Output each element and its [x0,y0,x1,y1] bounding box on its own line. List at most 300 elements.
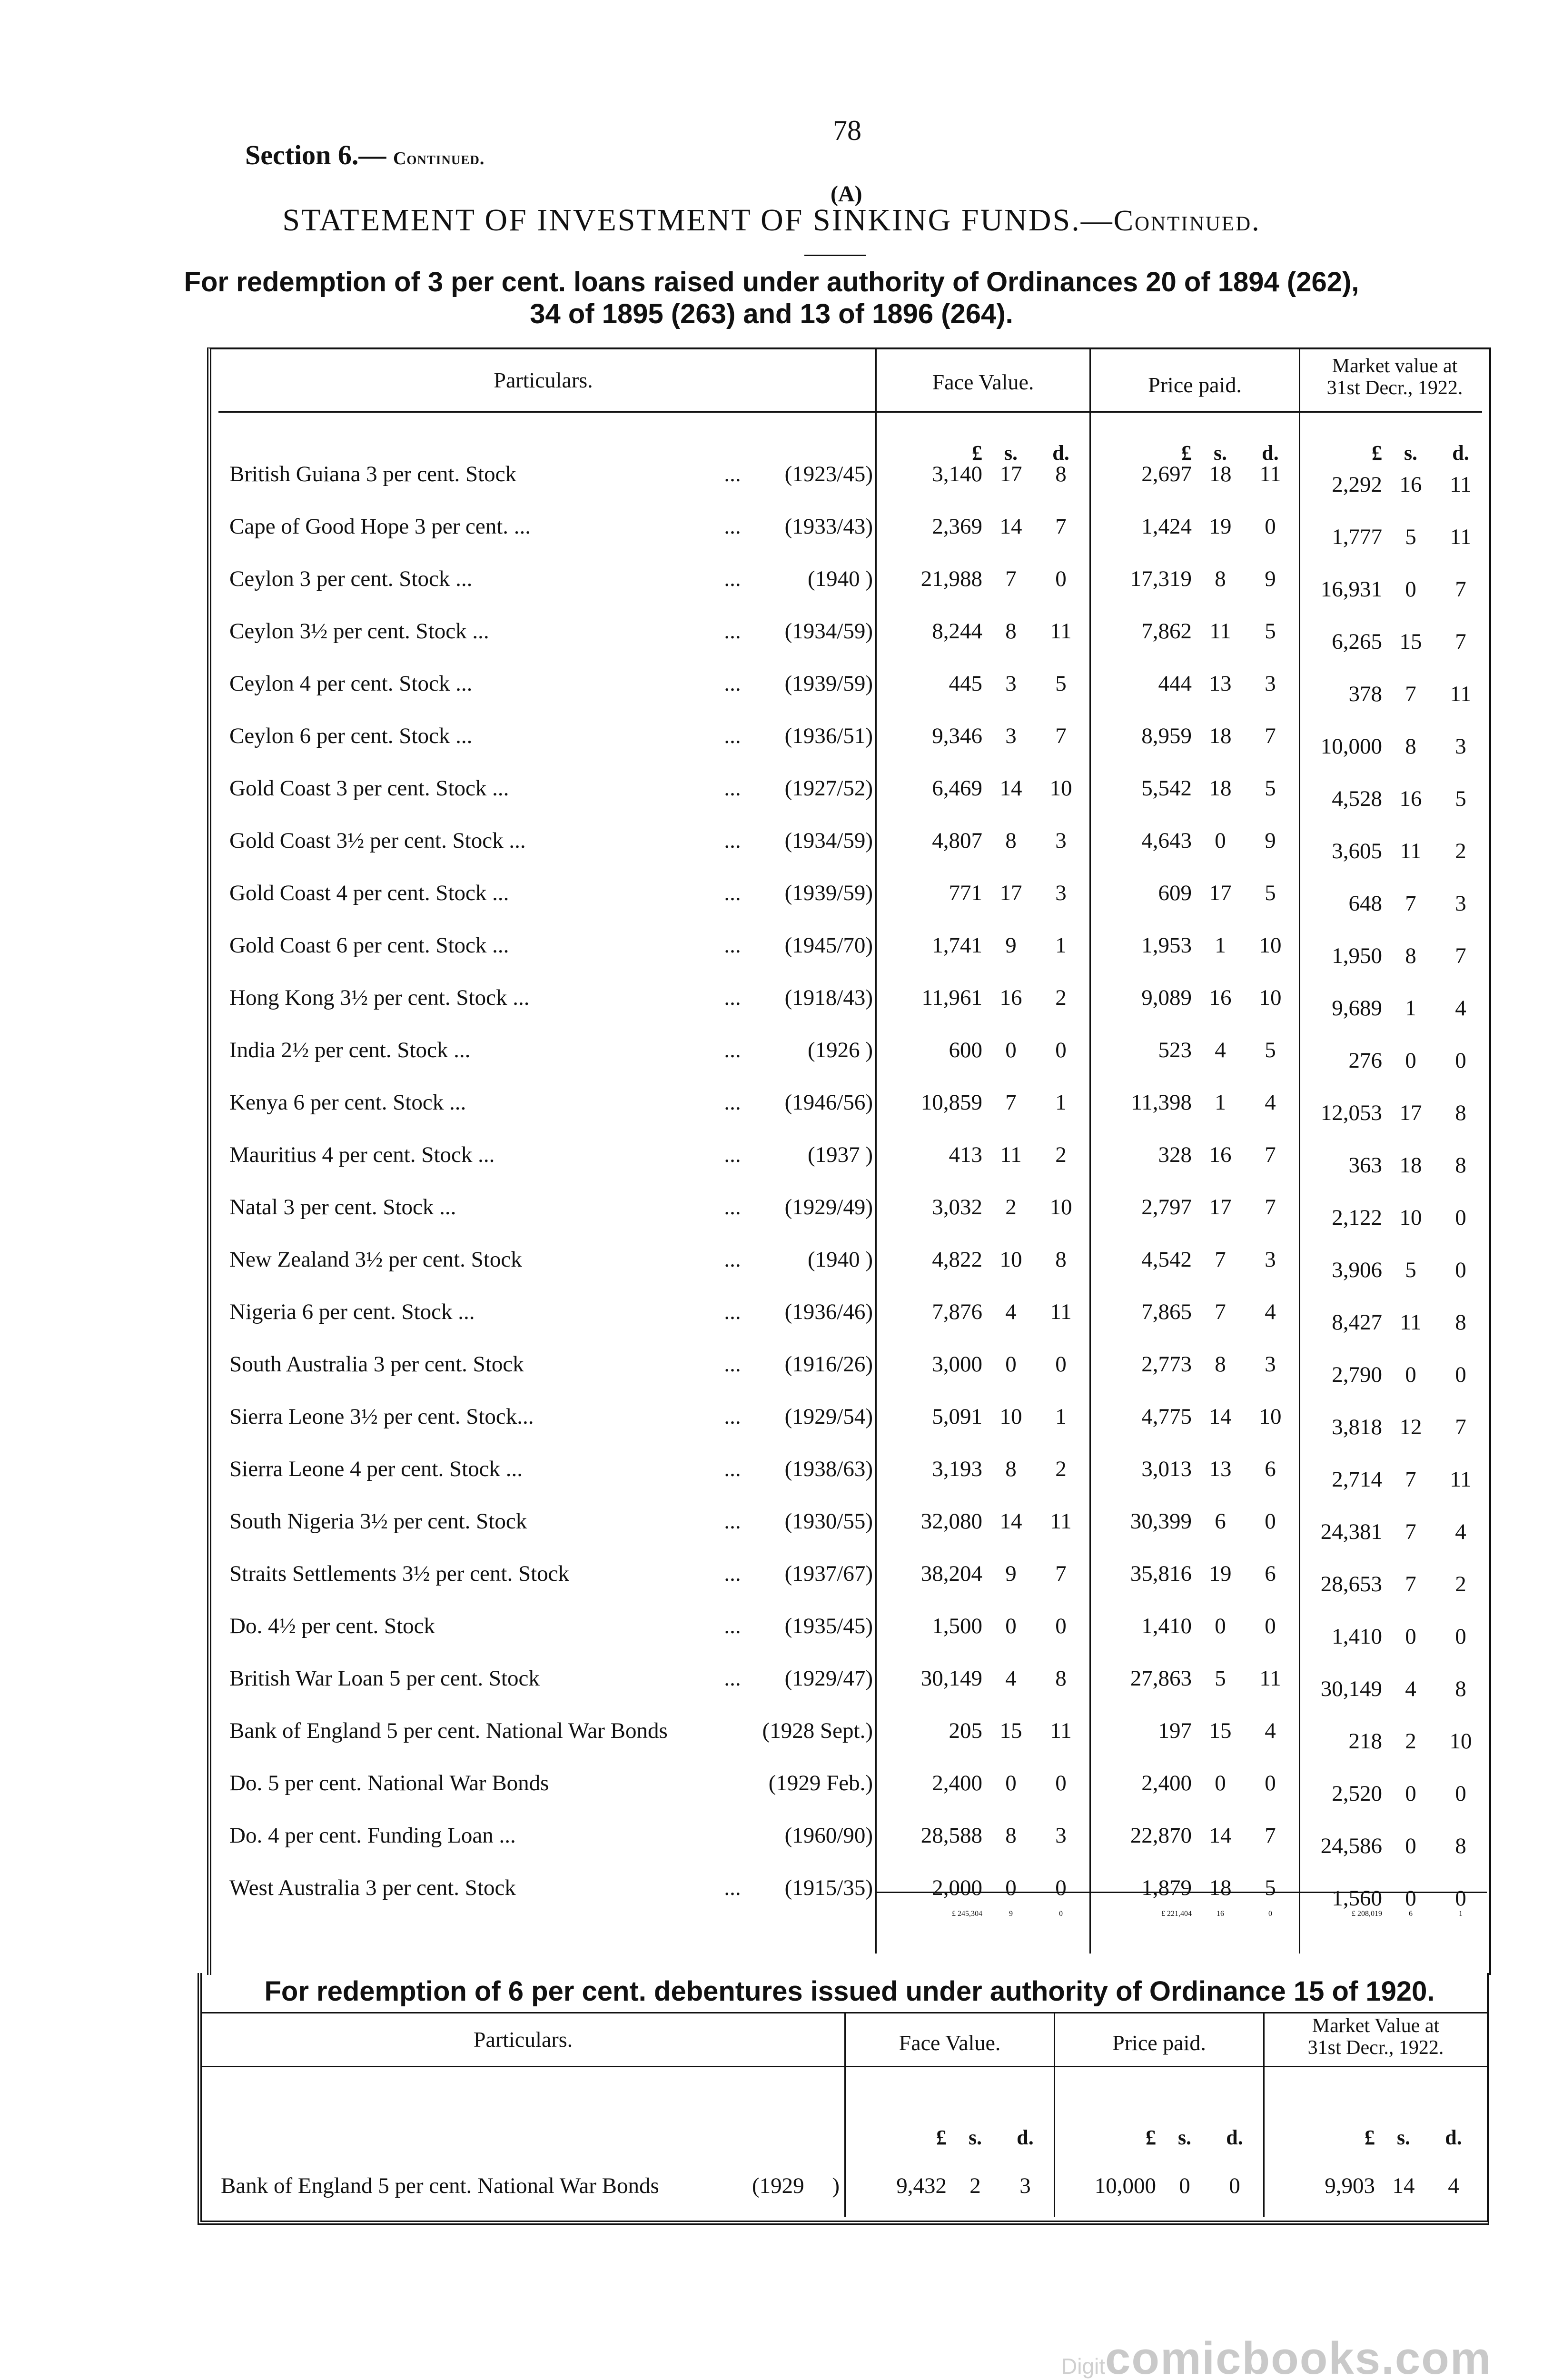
face-value [878,514,1082,542]
face-pence: 0 [1055,1038,1067,1062]
face-shillings: 4 [1005,1666,1017,1691]
price-shillings: 18 [1209,462,1232,486]
price-shillings: 7 [1215,1299,1226,1324]
price-paid [1092,514,1292,542]
market-value [1266,2173,1475,2202]
price-pounds: 35,816 [1130,1561,1192,1586]
market-shillings: 0 [1405,1781,1416,1806]
market-pounds: 1,777 [1332,525,1382,549]
face-pence: 8 [1055,1666,1067,1691]
market-units-shillings: s. [1396,2126,1411,2149]
face-value [878,1823,1082,1851]
market-value [1301,524,1482,553]
market-value [1301,1100,1482,1129]
price-pence: 4 [1265,1299,1276,1324]
market-pounds: 2,520 [1332,1781,1382,1806]
market-pence: 3 [1455,734,1466,759]
price-paid [1092,1666,1292,1694]
face-shillings: 8 [1005,619,1017,644]
face-pounds: 771 [949,881,982,905]
header-price-paid: Price paid. [1148,373,1242,397]
face-units [847,2125,1047,2154]
face-pounds: 445 [949,671,982,696]
market-pence: 7 [1455,629,1466,654]
face-pence: 1 [1055,1404,1067,1429]
table-row [211,1351,1489,1399]
price-shillings: 0 [1215,828,1226,853]
market-pounds: 3,818 [1332,1415,1382,1439]
face-pence: 7 [1055,1561,1067,1586]
leader-dots: ... [724,1299,741,1324]
face-shillings: 7 [1005,566,1017,591]
table-row [211,775,1489,823]
face-units-shillings: s. [968,2126,982,2149]
redemption-years: (1918/43) [784,985,873,1010]
market-pounds: 3,605 [1332,839,1382,863]
market-value [1301,734,1482,762]
price-shillings: 0 [1179,2173,1190,2198]
redemption-years: (1929/54) [784,1404,873,1429]
table-row [211,566,1489,614]
face-shillings: 8 [1005,1823,1017,1848]
face-pence: 3 [1055,1823,1067,1848]
price-units-shillings: s. [1213,441,1227,465]
face-shillings: 3 [1005,724,1017,748]
market-value [1301,1571,1482,1600]
market-pence: 0 [1455,1886,1466,1911]
price-shillings: 17 [1209,881,1232,905]
face-units-pounds: £ [972,441,982,465]
face-value [878,1404,1082,1432]
market-units-shillings: s. [1404,441,1418,465]
redemption-years: (1937 ) [807,1142,873,1167]
market-shillings: 16 [1399,786,1422,811]
stock-name: New Zealand 3½ per cent. Stock [229,1247,522,1272]
price-paid [1092,1770,1292,1799]
price-paid [1092,1456,1292,1485]
market-pence: 10 [1449,1729,1472,1754]
price-pounds: 22,870 [1130,1823,1192,1848]
face-pounds: 1,741 [932,933,982,958]
face-value [878,932,1082,961]
face-value [878,1351,1082,1380]
total-price-paid-pence: 0 [1268,1910,1272,1918]
market-pence: 8 [1455,1834,1466,1858]
table-row [211,828,1489,875]
market-shillings: 0 [1405,1624,1416,1649]
redemption-years: (1936/46) [784,1299,873,1324]
total-price-paid-shillings: 16 [1217,1910,1224,1918]
redemption-years: (1928 Sept.) [762,1718,873,1743]
price-paid [1092,1404,1292,1432]
market-pence: 0 [1455,1624,1466,1649]
face-pounds: 3,140 [932,462,982,486]
price-shillings: 19 [1209,514,1232,539]
market-pence: 8 [1455,1101,1466,1125]
price-pence: 6 [1265,1561,1276,1586]
stock-name: Gold Coast 3 per cent. Stock ... [229,776,509,801]
table-row [211,1404,1489,1451]
redemption-years: (1939/59) [784,671,873,696]
market-pence: 8 [1455,1676,1466,1701]
market-pounds: 16,931 [1320,577,1382,602]
market-pounds: 218 [1348,1729,1382,1754]
face-pence: 1 [1055,1090,1067,1115]
page-number: 78 [833,115,861,146]
market-value [1301,1414,1482,1443]
price-paid [1092,461,1292,490]
price-shillings: 14 [1209,1404,1232,1429]
face-shillings: 15 [999,1718,1022,1743]
face-value [878,1770,1082,1799]
price-pence: 5 [1265,1038,1276,1062]
price-pence: 7 [1265,1195,1276,1220]
redemption-years: (1940 ) [807,566,873,591]
face-pounds: 2,000 [932,1875,982,1900]
table-row [211,461,1489,509]
stock-name: Nigeria 6 per cent. Stock ... [229,1299,475,1324]
face-shillings: 9 [1005,933,1017,958]
sinking-fund-table-6pct [198,1973,1489,2225]
leader-dots: ... [724,619,741,644]
price-shillings: 19 [1209,1561,1232,1586]
face-pounds: 10,859 [920,1090,982,1115]
table-row [211,1770,1489,1818]
face-pounds: 413 [949,1142,982,1167]
face-value [878,828,1082,856]
price-shillings: 15 [1209,1718,1232,1743]
total-market-value [1301,1910,1482,1938]
table-row [211,1823,1489,1870]
market-value [1301,576,1482,605]
leader-dots: ... [724,1404,741,1429]
price-paid [1092,932,1292,961]
price-pounds: 523 [1158,1038,1192,1062]
price-shillings: 18 [1209,1875,1232,1900]
stock-name: British War Loan 5 per cent. Stock [229,1666,540,1691]
stock-name: British Guiana 3 per cent. Stock [229,462,517,486]
market-pounds: 2,292 [1332,472,1382,497]
market-pence: 8 [1455,1153,1466,1178]
face-pence: 1 [1055,933,1067,958]
table-row [211,1037,1489,1085]
market-pounds: 28,653 [1320,1572,1382,1597]
face-value [878,775,1082,804]
price-shillings: 6 [1215,1509,1226,1534]
market-pounds: 363 [1348,1153,1382,1178]
leader-dots: ... [724,933,741,958]
price-shillings: 16 [1209,985,1232,1010]
price-pence: 0 [1265,1614,1276,1638]
stock-name: Gold Coast 6 per cent. Stock ... [229,933,509,958]
face-shillings: 4 [1005,1299,1017,1324]
table-row [211,985,1489,1032]
price-pence: 10 [1259,933,1282,958]
market-value [1301,838,1482,867]
market-shillings: 2 [1405,1729,1416,1754]
market-pounds: 1,950 [1332,943,1382,968]
price-pounds: 11,398 [1131,1090,1192,1115]
market-pence: 0 [1455,1781,1466,1806]
price-shillings: 11 [1209,619,1231,644]
stock-name: South Nigeria 3½ per cent. Stock [229,1509,527,1534]
face-shillings: 7 [1005,1090,1017,1115]
market-value [1301,1362,1482,1390]
face-shillings: 0 [1005,1352,1017,1377]
face-units-shillings: s. [1004,441,1018,465]
price-paid [1092,618,1292,647]
market-value [1301,1519,1482,1547]
price-shillings: 5 [1215,1666,1226,1691]
market-pounds: 648 [1348,891,1382,916]
price-paid [1092,775,1292,804]
price-pounds: 2,773 [1141,1352,1192,1377]
totals-rule [875,1892,1487,1893]
market-pence: 5 [1455,786,1466,811]
price-pence: 9 [1265,828,1276,853]
price-pounds: 2,400 [1141,1771,1192,1795]
face-value [878,1561,1082,1589]
table-row [211,1247,1489,1294]
leader-dots: ... [724,1614,741,1638]
market-value [1301,1467,1482,1495]
face-shillings: 14 [999,514,1022,539]
price-pence: 4 [1265,1090,1276,1115]
price-shillings: 0 [1215,1771,1226,1795]
face-units-pence: d. [1052,441,1069,465]
leader-dots: ... [724,1509,741,1534]
face-shillings: 0 [1005,1038,1017,1062]
market-value [1301,1048,1482,1076]
face-value [878,1456,1082,1485]
face-pounds: 2,369 [932,514,982,539]
market-shillings: 11 [1400,1310,1422,1335]
redemption-years: (1940 ) [807,1247,873,1272]
face-units-pounds: £ [936,2126,947,2149]
face-shillings: 2 [969,2173,981,2198]
table-row [211,932,1489,980]
total-market-value-pounds: £ 208,019 [1352,1910,1382,1918]
market-pence: 2 [1455,839,1466,863]
market-shillings: 4 [1405,1676,1416,1701]
table-row [211,1718,1489,1765]
stock-name: South Australia 3 per cent. Stock [229,1352,524,1377]
face-pence: 0 [1055,1352,1067,1377]
total-face-value-pounds: £ 245,304 [952,1910,982,1918]
face-pounds: 205 [949,1718,982,1743]
stock-name: Hong Kong 3½ per cent. Stock ... [229,985,530,1010]
price-units-pence: d. [1226,2126,1243,2149]
market-value [1301,1676,1482,1705]
redemption-years: (1939/59) [784,881,873,905]
redemption-years: (1934/59) [784,828,873,853]
face-pounds: 9,432 [896,2173,947,2198]
table-body [211,349,1489,1954]
face-value [878,1613,1082,1642]
price-units-pounds: £ [1146,2126,1156,2149]
face-value [878,1875,1082,1904]
leader-dots: ... [724,462,741,486]
face-pence: 8 [1055,1247,1067,1272]
total-price-paid-pounds: £ 221,404 [1161,1910,1192,1918]
face-pence: 2 [1055,985,1067,1010]
leader-dots: ... [724,671,741,696]
redemption-years: (1946/56) [784,1090,873,1115]
market-pence: 4 [1455,1519,1466,1544]
price-units [1056,2125,1256,2154]
total-face-value [878,1910,1082,1938]
price-pounds: 9,089 [1141,985,1192,1010]
face-value [878,985,1082,1013]
market-value [1301,1833,1482,1862]
stock-name: Ceylon 3 per cent. Stock ... [229,566,473,591]
market-pounds: 24,586 [1320,1834,1382,1858]
market-pounds: 30,149 [1320,1676,1382,1701]
market-shillings: 11 [1400,839,1422,863]
stock-name: West Australia 3 per cent. Stock [229,1875,516,1900]
stock-name: Do. 4 per cent. Funding Loan ... [229,1823,516,1848]
face-pounds: 7,876 [932,1299,982,1324]
price-pence: 0 [1265,1509,1276,1534]
market-shillings: 7 [1405,1467,1416,1492]
market-shillings: 16 [1399,472,1422,497]
price-pence: 5 [1265,1875,1276,1900]
price-paid [1092,1194,1292,1223]
face-shillings: 10 [999,1404,1022,1429]
market-value [1301,1624,1482,1652]
leader-dots: ... [724,724,741,748]
price-shillings: 1 [1215,933,1226,958]
leader-dots: ... [724,1352,741,1377]
redemption-years: (1937/67) [784,1561,873,1586]
face-pounds: 11,961 [921,985,982,1010]
price-pounds: 8,959 [1141,724,1192,748]
market-shillings: 0 [1405,1048,1416,1073]
market-value [1301,1257,1482,1286]
price-pence: 4 [1265,1718,1276,1743]
market-value [1301,786,1482,814]
market-shillings: 0 [1405,1834,1416,1858]
face-value [878,566,1082,595]
price-paid [1092,1351,1292,1380]
price-pounds: 4,542 [1141,1247,1192,1272]
market-pounds: 10,000 [1320,734,1382,759]
leader-dots: ... [724,828,741,853]
face-pence: 3 [1055,828,1067,853]
stock-name: Ceylon 4 per cent. Stock ... [229,671,473,696]
price-shillings: 17 [1209,1195,1232,1220]
face-value [878,1194,1082,1223]
stock-name: Gold Coast 3½ per cent. Stock ... [229,828,526,853]
leader-dots: ... [724,1666,741,1691]
redemption-years: (1930/55) [784,1509,873,1534]
redemption-years: (1929 Feb.) [768,1771,873,1795]
price-paid [1092,1142,1292,1170]
face-value [878,1718,1082,1746]
price-pounds: 7,862 [1141,619,1192,644]
leader-dots: ... [724,566,741,591]
market-pounds: 2,790 [1332,1362,1382,1387]
market-shillings: 10 [1399,1205,1422,1230]
market-value [1301,629,1482,657]
leader-dots: ... [724,514,741,539]
face-pence: 11 [1050,1718,1072,1743]
face-value [878,1142,1082,1170]
table-row [211,514,1489,561]
price-shillings: 18 [1209,776,1232,801]
market-pence: 11 [1450,525,1472,549]
face-pence: 3 [1019,2173,1031,2198]
face-shillings: 0 [1005,1875,1017,1900]
total-face-value-pence: 0 [1059,1910,1063,1918]
face-shillings: 3 [1005,671,1017,696]
face-value [878,1508,1082,1537]
price-pence: 5 [1265,619,1276,644]
stock-name: Mauritius 4 per cent. Stock ... [229,1142,495,1167]
price-shillings: 14 [1209,1823,1232,1848]
face-value [878,618,1082,647]
price-pounds: 609 [1158,881,1192,905]
total-face-value-shillings: 9 [1009,1910,1013,1918]
price-shillings: 16 [1209,1142,1232,1167]
price-shillings: 13 [1209,1457,1232,1481]
totals-row [211,1910,1489,1943]
market-value [1301,472,1482,500]
price-shillings: 8 [1215,566,1226,591]
market-shillings: 8 [1405,943,1416,968]
market-pounds: 12,053 [1320,1101,1382,1125]
market-shillings: 0 [1405,1886,1416,1911]
market-pence: 0 [1455,1048,1466,1073]
market-pence: 0 [1455,1258,1466,1282]
price-pence: 7 [1265,724,1276,748]
market-pence: 7 [1455,1415,1466,1439]
face-shillings: 9 [1005,1561,1017,1586]
price-paid [1092,1508,1292,1537]
stock-name: Ceylon 3½ per cent. Stock ... [229,619,489,644]
table-row [211,1090,1489,1137]
face-pence: 8 [1055,462,1067,486]
section-heading-3pct: For redemption of 3 per cent. loans raised under authority of Ordinances 20 of 1894 (262), 34 of 1895 (263) and 13 of 1896 (264). [184,267,1359,329]
face-pence: 3 [1055,881,1067,905]
market-pounds: 276 [1348,1048,1382,1073]
price-units-shillings: s. [1177,2126,1192,2149]
price-paid [1092,985,1292,1013]
face-pounds: 38,204 [920,1561,982,1586]
price-paid [1092,1037,1292,1066]
market-shillings: 17 [1399,1101,1422,1125]
title-rule [804,255,866,256]
market-pounds: 9,903 [1325,2173,1375,2198]
face-pence: 0 [1055,566,1067,591]
table-row [211,880,1489,928]
face-pence: 0 [1055,1614,1067,1638]
market-value [1301,1781,1482,1809]
face-value [878,461,1082,490]
face-pounds: 1,500 [932,1614,982,1638]
section-heading-6pct: For redemption of 6 per cent. debentures issued under authority of Ordinance 15 of 1920. [264,1976,1435,2007]
price-paid [1092,1247,1292,1275]
price-pence: 5 [1265,776,1276,801]
face-pounds: 600 [949,1038,982,1062]
market-pounds: 2,122 [1332,1205,1382,1230]
price-pence: 7 [1265,1823,1276,1848]
face-pence: 10 [1049,776,1072,801]
price-pence: 10 [1259,985,1282,1010]
market-pounds: 4,528 [1332,786,1382,811]
price-pounds: 5,542 [1141,776,1192,801]
stock-name: Ceylon 6 per cent. Stock ... [229,724,473,748]
